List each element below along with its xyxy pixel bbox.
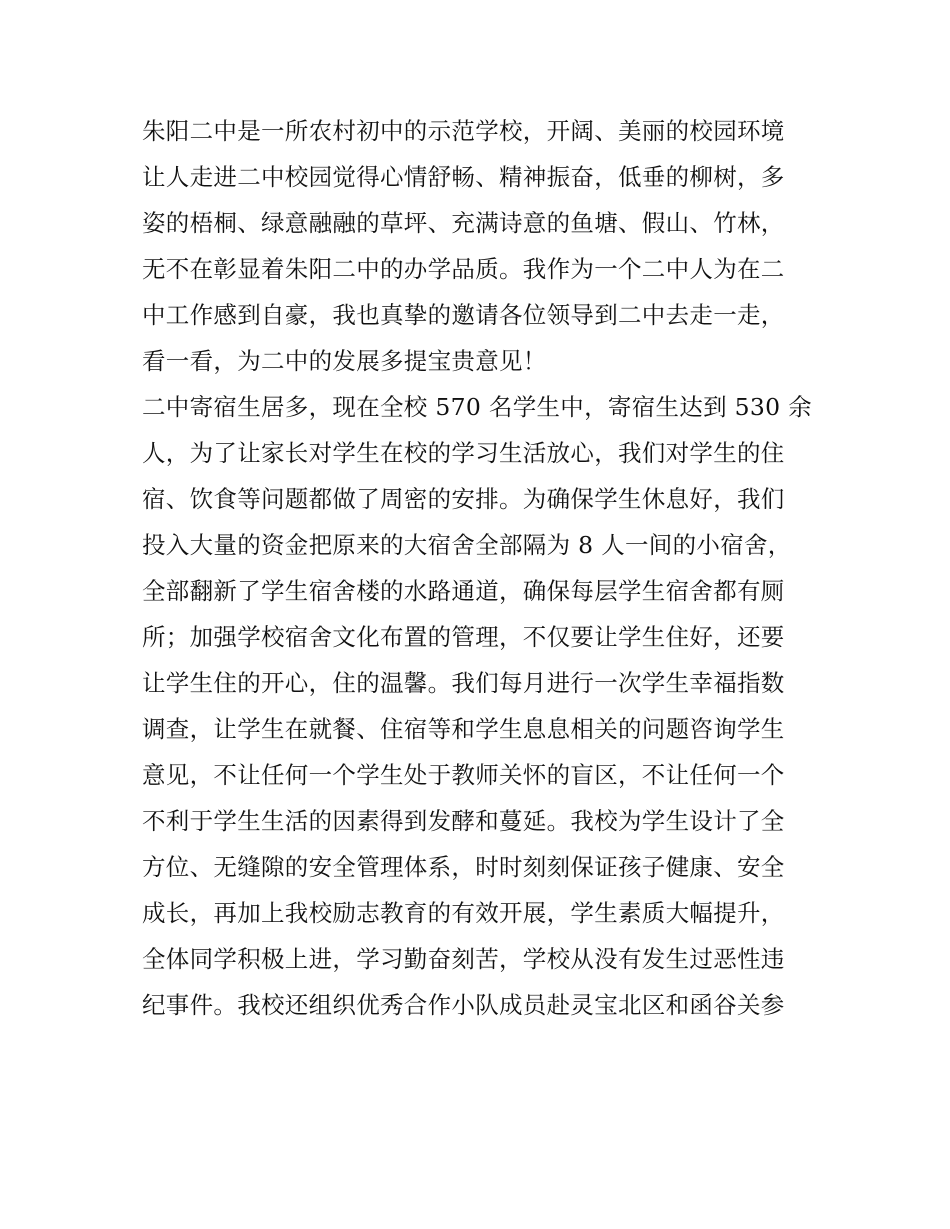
text-line: 看一看，为二中的发展多提宝贵意见！ [142,347,547,375]
text-line: 人，为了让家长对学生在校的学习生活放心，我们对学生的住 [142,439,785,467]
text-line: 让人走进二中校园觉得心情舒畅、精神振奋，低垂的柳树，多 [142,163,785,191]
body-text [142,108,822,1028]
text-line: 纪事件。我校还组织优秀合作小队成员赴灵宝北区和函谷关参 [142,991,785,1019]
text-line: 投入大量的资金把原来的大宿舍全部隔为 8 人一间的小宿舍， [142,531,792,559]
text-line: 全体同学积极上进，学习勤奋刻苦，学校从没有发生过恶性违 [142,945,785,973]
text-line: 宿、饮食等问题都做了周密的安排。为确保学生休息好，我们 [142,485,785,513]
text-line: 朱阳二中是一所农村初中的示范学校，开阔、美丽的校园环境 [142,117,785,145]
text-line: 全部翻新了学生宿舍楼的水路通道，确保每层学生宿舍都有厕 [142,577,785,605]
text-line: 中工作感到自豪，我也真挚的邀请各位领导到二中去走一走， [142,301,785,329]
text-line: 意见，不让任何一个学生处于教师关怀的盲区，不让任何一个 [142,761,785,789]
paragraph-boarding [142,384,822,1028]
text-line: 无不在彰显着朱阳二中的办学品质。我作为一个二中人为在二 [142,255,785,283]
paragraph-campus [142,108,822,384]
text-line: 让学生住的开心，住的温馨。我们每月进行一次学生幸福指数 [142,669,785,697]
text-line: 成长，再加上我校励志教育的有效开展，学生素质大幅提升， [142,899,785,927]
text-line: 二中寄宿生居多，现在全校 570 名学生中，寄宿生达到 530 余 [142,393,812,421]
text-line: 调查，让学生在就餐、住宿等和学生息息相关的问题咨询学生 [142,715,785,743]
text-line: 姿的梧桐、绿意融融的草坪、充满诗意的鱼塘、假山、竹林， [142,209,785,237]
text-line: 所；加强学校宿舍文化布置的管理，不仅要让学生住好，还要 [142,623,785,651]
text-line: 方位、无缝隙的安全管理体系，时时刻刻保证孩子健康、安全 [142,853,785,881]
text-line: 不利于学生生活的因素得到发酵和蔓延。我校为学生设计了全 [142,807,785,835]
